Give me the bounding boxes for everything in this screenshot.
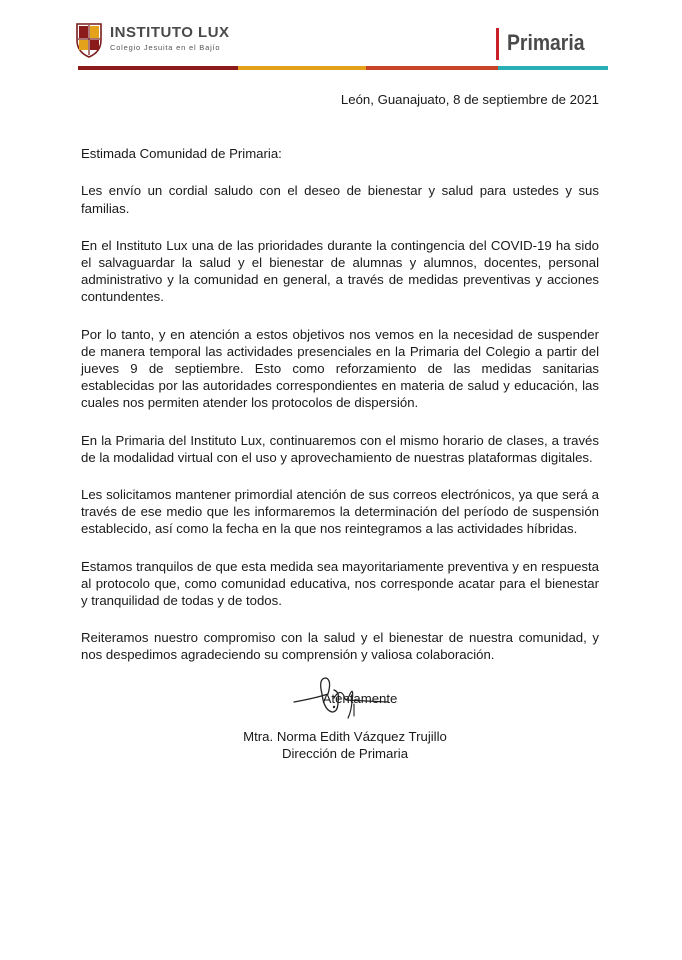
section-divider [496, 28, 499, 60]
institution-name: INSTITUTO LUX [110, 24, 230, 41]
signature-block [200, 728, 490, 762]
greeting: Estimada Comunidad de Primaria: [81, 146, 282, 162]
letter-body [81, 91, 599, 707]
paragraph: Estamos tranquilos de que esta medida sea mayoritariamente preventiva y en respuesta al protocolo que, como comunidad educativa, nos corresponde acatar para el bienestar y tranquilidad de todas y de todos. [81, 558, 599, 609]
color-stripe-3 [366, 66, 498, 70]
date-line: León, Guanajuato, 8 de septiembre de 2021 [340, 92, 599, 107]
handwritten-signature [288, 672, 392, 722]
institution-tagline: Colegio Jesuita en el Bajío [110, 43, 221, 52]
paragraph: Por lo tanto, y en atención a estos objetivos nos vemos en la necesidad de suspender de manera temporal las actividades presenciales en la Primaria del Colegio a partir del jueves 9 de septiembre. Esto como reforzamiento de las medidas sanitarias establecidas por las autoridades correspondientes en materia de salud y educación, las cuales nos permiten atender los protocolos de dispersión. [81, 326, 599, 411]
crest-logo-icon [74, 22, 104, 58]
signer-name: Mtra. Norma Edith Vázquez Trujillo [243, 729, 447, 744]
color-stripe-4 [498, 66, 608, 70]
letterhead [0, 0, 682, 74]
signer-role: Dirección de Primaria [281, 746, 409, 761]
paragraph: Reiteramos nuestro compromiso con la salud y el bienestar de nuestra comunidad, y nos despedimos agradeciendo su comprensión y valiosa colaboración. [81, 630, 599, 663]
closing: Atentamente [322, 690, 398, 706]
paragraph: Les solicitamos mantener primordial atención de sus correos electrónicos, ya que será a través de ese medio que les informaremos la determinación del período de suspensión establecido, así como la fecha en la que nos reintegramos a las actividades híbridas. [81, 487, 599, 537]
paragraph: En la Primaria del Instituto Lux, continuaremos con el mismo horario de clases, a través de la modalidad virtual con el uso y aprovechamiento de nuestras plataformas digitales. [81, 432, 599, 465]
color-stripe-2 [238, 66, 366, 70]
section-title: Primaria [507, 30, 585, 55]
paragraph: En el Instituto Lux una de las prioridades durante la contingencia del COVID-19 ha sido el salvaguardar la salud y el bienestar de alumnas y alumnos, docentes, personal administrativo y la comunidad en general, a través de medidas preventivas y acciones contundentes. [81, 237, 599, 305]
color-stripe-1 [78, 66, 238, 70]
paragraph: Les envío un cordial saludo con el deseo de bienestar y salud para ustedes y sus familias. [81, 183, 599, 216]
